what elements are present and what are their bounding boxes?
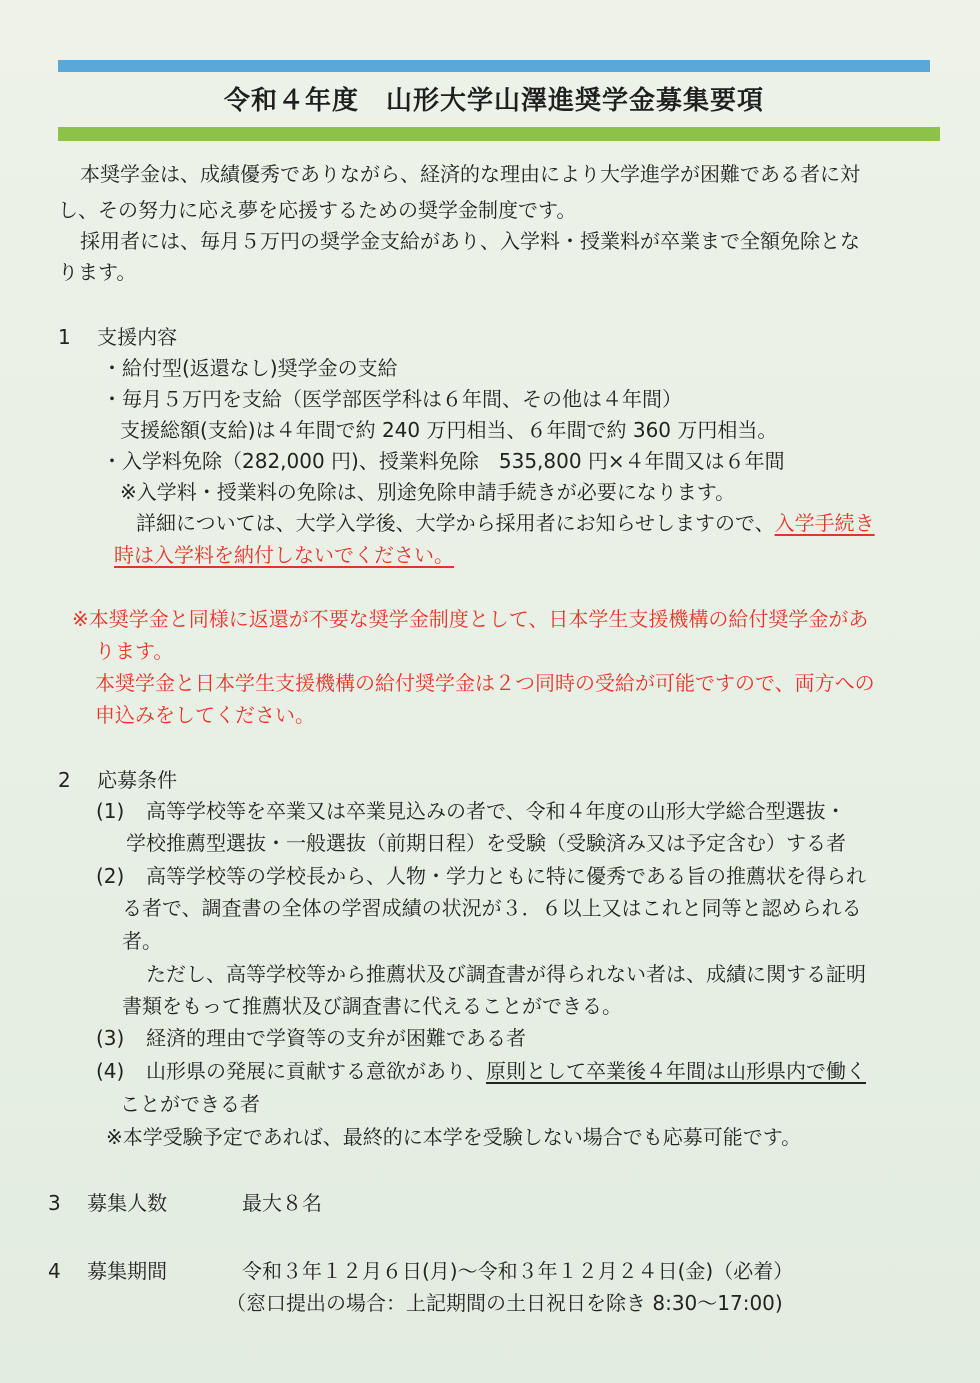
condition-text: ただし、高等学校等から推薦状及び調査書が得られない者は、成績に関する証明 xyxy=(146,962,866,986)
period-note: （窓口提出の場合：上記期間の土日祝日を除き 8:30～17:00) xyxy=(226,1291,783,1315)
condition-text xyxy=(146,1056,866,1086)
condition-number: (4) xyxy=(96,1059,125,1083)
condition-number: (2) xyxy=(96,864,125,888)
list-item: ・毎月５万円を支給（医学部医学科は６年間、その他は４年間） xyxy=(102,387,682,411)
section-heading: 1 支援内容 xyxy=(58,325,178,349)
condition-text: 書類をもって推薦状及び調査書に代えることができる。 xyxy=(122,994,622,1018)
detail-warning: 入学手続き xyxy=(774,511,875,535)
detail-plain: 詳細については、大学入学後、大学から採用者にお知らせしますので、 xyxy=(136,511,775,535)
notice-line: 本奨学金と日本学生支援機構の給付奨学金は２つ同時の受給が可能ですので、両方への xyxy=(95,671,875,695)
notice-line: ります。 xyxy=(95,639,174,663)
condition-number: (3) xyxy=(96,1026,125,1050)
section-heading: 3 募集人数 xyxy=(48,1191,168,1215)
notice-line: 申込みをしてください。 xyxy=(95,703,315,727)
condition-number: (1) xyxy=(96,799,125,823)
intro-line: 本奨学金は、成績優秀でありながら、経済的な理由により大学進学が困難である者に対 xyxy=(80,162,860,186)
condition-text: 高等学校等の学校長から、人物・学力ともに特に優秀である旨の推薦状を得られ xyxy=(146,864,866,888)
intro-line: 採用者には、毎月５万円の奨学金支給があり、入学料・授業料が卒業まで全額免除とな xyxy=(80,229,860,253)
note-text: ※本学受験予定であれば、最終的に本学を受験しない場合でも応募可能です。 xyxy=(106,1125,802,1149)
list-item: ・入学料免除（282,000 円)、授業料免除 535,800 円×４年間又は６年間 xyxy=(102,449,785,473)
condition-text: 高等学校等を卒業又は卒業見込みの者で、令和４年度の山形大学総合型選抜・ xyxy=(146,799,846,823)
section-heading: 2 応募条件 xyxy=(58,768,178,792)
condition-text: 者。 xyxy=(122,929,162,953)
page-title: 令和４年度 山形大学山澤進奨学金募集要項 xyxy=(223,86,764,116)
header-bottom-rule xyxy=(58,127,940,141)
notice-line: ※本奨学金と同様に返還が不要な奨学金制度として、日本学生支援機構の給付奨学金があ xyxy=(72,607,869,631)
header-top-rule xyxy=(58,60,930,72)
detail-text xyxy=(136,508,875,538)
condition-text: 経済的理由で学資等の支弁が困難である者 xyxy=(146,1026,526,1050)
intro-line: し、その努力に応え夢を応援するための奨学金制度です。 xyxy=(58,198,577,222)
intro-line: ります。 xyxy=(58,260,137,284)
condition-text: ことができる者 xyxy=(120,1092,260,1116)
list-item-detail: 支援総額(支給)は４年間で約 240 万円相当、６年間で約 360 万円相当。 xyxy=(120,418,778,442)
list-item: ・給付型(返還なし)奨学金の支給 xyxy=(102,356,398,380)
condition-text: る者で、調査書の全体の学習成績の状況が３．６以上又はこれと同等と認められる xyxy=(122,896,862,920)
recruit-period: 令和３年１２月６日(月)～令和３年１２月２４日(金)（必着） xyxy=(242,1259,794,1283)
recruit-count: 最大８名 xyxy=(242,1191,322,1215)
condition-text: 学校推薦型選抜・一般選抜（前期日程）を受験（受験済み又は予定含む）する者 xyxy=(126,831,846,855)
condition-plain: 山形県の発展に貢献する意欲があり、 xyxy=(146,1059,486,1083)
detail-warning: 時は入学料を納付しないでください。 xyxy=(114,543,454,567)
section-heading: 4 募集期間 xyxy=(48,1259,168,1283)
note-text: ※入学料・授業料の免除は、別途免除申請手続きが必要になります。 xyxy=(120,480,736,504)
condition-underlined: 原則として卒業後４年間は山形県内で働く xyxy=(486,1059,866,1083)
